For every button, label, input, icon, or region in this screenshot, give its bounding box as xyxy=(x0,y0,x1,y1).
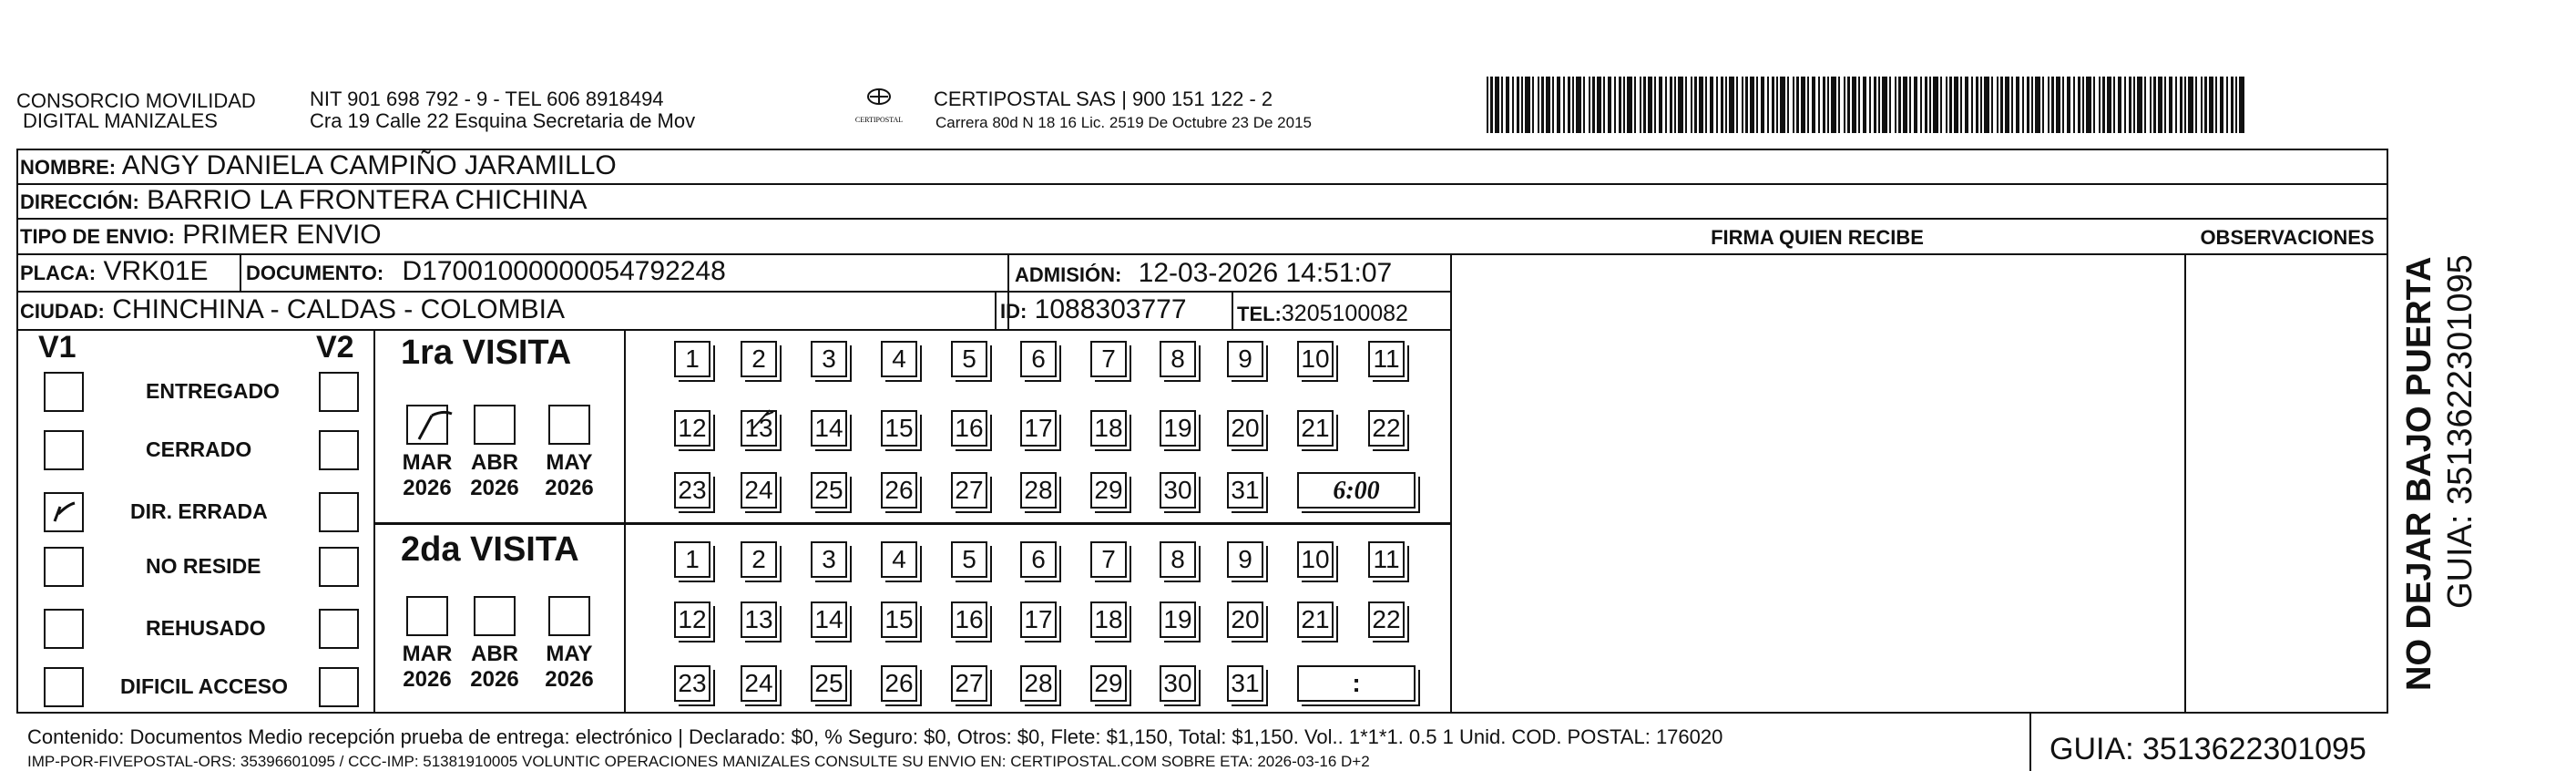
day-box[interactable]: 18 xyxy=(1090,410,1127,447)
day-box[interactable]: 8 xyxy=(1160,341,1196,377)
day-box[interactable]: 3 xyxy=(811,541,847,578)
tel-label: TEL: xyxy=(1237,303,1282,325)
admision-field xyxy=(1015,258,1392,291)
no-dejar-bajo-puerta: NO DEJAR BAJO PUERTA xyxy=(2400,256,2438,691)
day-box[interactable]: 24 xyxy=(741,472,777,509)
month-name: MAR xyxy=(402,450,453,475)
tipo-envio-value: PRIMER ENVIO xyxy=(182,220,382,250)
company-name-line2: DIGITAL MANIZALES xyxy=(23,109,218,132)
placa-field xyxy=(20,256,209,289)
time-value: : xyxy=(1352,669,1361,697)
day-box[interactable]: 13 xyxy=(741,410,777,447)
day-box[interactable]: 23 xyxy=(674,665,710,702)
row-divider xyxy=(16,291,1450,293)
documento-value: D17001000000054792248 xyxy=(402,256,726,286)
visit-divider xyxy=(375,522,1450,525)
v1-label: V1 xyxy=(38,330,77,365)
direccion-label: DIRECCIÓN: xyxy=(20,190,139,213)
day-box[interactable]: 15 xyxy=(881,601,917,638)
v2-checkbox[interactable] xyxy=(319,372,359,412)
day-box[interactable]: 20 xyxy=(1227,601,1263,638)
day-box[interactable]: 4 xyxy=(881,341,917,377)
day-mark-icon xyxy=(746,406,777,438)
visit1-title: 1ra VISITA xyxy=(401,334,572,372)
visit2-title: 2da VISITA xyxy=(401,530,579,569)
day-box[interactable]: 31 xyxy=(1227,472,1263,509)
row-divider xyxy=(16,329,1450,331)
tel-field xyxy=(1237,298,1408,330)
direccion-field xyxy=(20,185,588,218)
col-divider xyxy=(240,255,241,293)
day-box[interactable]: 28 xyxy=(1020,665,1057,702)
ciudad-field xyxy=(20,294,565,327)
month-name: ABR xyxy=(471,450,518,475)
day-box[interactable]: 5 xyxy=(951,341,987,377)
day-box[interactable]: 24 xyxy=(741,665,777,702)
day-box[interactable]: 11 xyxy=(1368,341,1405,377)
time-box[interactable] xyxy=(1297,665,1416,702)
day-box[interactable]: 2 xyxy=(741,541,777,578)
col-divider xyxy=(1450,253,1452,714)
day-box[interactable]: 16 xyxy=(951,410,987,447)
day-box[interactable]: 19 xyxy=(1160,410,1196,447)
day-box[interactable]: 27 xyxy=(951,472,987,509)
side-guia: GUIA: 3513622301095 xyxy=(2441,254,2479,609)
day-box[interactable]: 13 xyxy=(741,601,777,638)
barcode xyxy=(1485,73,2250,137)
direccion-value: BARRIO LA FRONTERA CHICHINA xyxy=(147,185,588,215)
day-box[interactable]: 10 xyxy=(1297,341,1334,377)
month-year: 2026 xyxy=(545,476,594,500)
tel-value: 3205100082 xyxy=(1281,301,1408,326)
day-box[interactable]: 28 xyxy=(1020,472,1057,509)
nombre-value: ANGY DANIELA CAMPIÑO JARAMILLO xyxy=(121,150,617,180)
v2-label: V2 xyxy=(316,330,354,365)
day-box[interactable]: 15 xyxy=(881,410,917,447)
status-label: NO RESIDE xyxy=(146,554,261,578)
month-year: 2026 xyxy=(470,476,519,500)
company-name-line1: CONSORCIO MOVILIDAD xyxy=(16,89,256,112)
month-checkbox[interactable] xyxy=(548,596,590,636)
day-box[interactable]: 7 xyxy=(1090,341,1127,377)
month-year: 2026 xyxy=(403,667,452,692)
time-value: 6:00 xyxy=(1333,477,1380,505)
v1-checkbox[interactable] xyxy=(44,492,84,532)
day-box[interactable]: 16 xyxy=(951,601,987,638)
status-label: CERRADO xyxy=(146,437,252,461)
v1-checkbox[interactable] xyxy=(44,547,84,587)
day-box[interactable]: 21 xyxy=(1297,601,1334,638)
v2-checkbox[interactable] xyxy=(319,492,359,532)
day-box[interactable]: 9 xyxy=(1227,341,1263,377)
col-divider xyxy=(1232,293,1233,329)
month-year: 2026 xyxy=(403,476,452,500)
day-box[interactable]: 14 xyxy=(811,410,847,447)
v2-checkbox[interactable] xyxy=(319,430,359,470)
nombre-field xyxy=(20,150,617,183)
month-checkbox[interactable] xyxy=(406,596,448,636)
day-box[interactable]: 19 xyxy=(1160,601,1196,638)
documento-label: DOCUMENTO: xyxy=(246,262,384,284)
v2-checkbox[interactable] xyxy=(319,547,359,587)
day-box[interactable]: 1 xyxy=(674,541,710,578)
status-label: DIFICIL ACCESO xyxy=(120,674,289,698)
footer-guia: GUIA: 3513622301095 xyxy=(2050,732,2366,766)
day-box[interactable]: 7 xyxy=(1090,541,1127,578)
v2-checkbox[interactable] xyxy=(319,609,359,649)
day-box[interactable]: 17 xyxy=(1020,601,1057,638)
col-divider xyxy=(2184,253,2186,714)
day-box[interactable]: 6 xyxy=(1020,541,1057,578)
col-divider xyxy=(995,293,997,329)
col-divider xyxy=(373,329,375,714)
admision-value: 12-03-2026 14:51:07 xyxy=(1138,258,1393,288)
day-box[interactable]: 17 xyxy=(1020,410,1057,447)
tipo-envio-label: TIPO DE ENVIO: xyxy=(20,225,175,248)
month-checkbox[interactable] xyxy=(474,405,516,445)
day-box[interactable]: 27 xyxy=(951,665,987,702)
day-box[interactable]: 29 xyxy=(1090,665,1127,702)
col-divider xyxy=(2029,714,2031,771)
tipo-envio-field xyxy=(20,220,382,252)
day-box[interactable]: 25 xyxy=(811,665,847,702)
day-box[interactable]: 26 xyxy=(881,665,917,702)
day-box[interactable]: 14 xyxy=(811,601,847,638)
certipostal-logo xyxy=(854,84,904,129)
day-box[interactable]: 3 xyxy=(811,341,847,377)
v1-checkbox[interactable] xyxy=(44,430,84,470)
day-box[interactable]: 18 xyxy=(1090,601,1127,638)
month-name: ABR xyxy=(471,642,518,666)
day-box[interactable]: 12 xyxy=(674,410,710,447)
id-label: ID: xyxy=(1000,300,1027,323)
day-box[interactable]: 8 xyxy=(1160,541,1196,578)
id-field xyxy=(1000,294,1187,327)
day-box[interactable]: 4 xyxy=(881,541,917,578)
time-box[interactable] xyxy=(1297,472,1416,509)
day-box[interactable]: 2 xyxy=(741,341,777,377)
v2-checkbox[interactable] xyxy=(319,667,359,707)
placa-label: PLACA: xyxy=(20,262,97,284)
day-box[interactable]: 31 xyxy=(1227,665,1263,702)
certipostal-address: Carrera 80d N 18 16 Lic. 2519 De Octubre 23 De 2015 xyxy=(935,114,1312,131)
month-checkbox[interactable] xyxy=(474,596,516,636)
month-year: 2026 xyxy=(545,667,594,692)
admision-label: ADMISIÓN: xyxy=(1015,263,1122,286)
day-box[interactable]: 25 xyxy=(811,472,847,509)
certipostal-logo-icon xyxy=(854,84,904,129)
status-label: REHUSADO xyxy=(146,616,266,640)
month-checkbox[interactable] xyxy=(406,405,448,445)
day-box[interactable]: 22 xyxy=(1368,601,1405,638)
nit-line: NIT 901 698 792 - 9 - TEL 606 8918494 xyxy=(310,87,664,110)
v1-checkbox[interactable] xyxy=(44,372,84,412)
certipostal-line: CERTIPOSTAL SAS | 900 151 122 - 2 xyxy=(934,87,1273,110)
month-checkbox[interactable] xyxy=(548,405,590,445)
observaciones-header: OBSERVACIONES xyxy=(2200,226,2375,249)
day-box[interactable]: 10 xyxy=(1297,541,1334,578)
col-divider xyxy=(624,329,626,714)
day-box[interactable]: 29 xyxy=(1090,472,1127,509)
row-divider xyxy=(16,253,2388,255)
day-box[interactable]: 1 xyxy=(674,341,710,377)
address-line: Cra 19 Calle 22 Esquina Secretaria de Mov xyxy=(310,109,696,132)
documento-field xyxy=(246,256,726,289)
v1-checkbox[interactable] xyxy=(44,667,84,707)
firma-header: FIRMA QUIEN RECIBE xyxy=(1711,226,1924,249)
month-name: MAR xyxy=(402,642,453,666)
logo-text: CERTIPOSTAL xyxy=(854,116,904,124)
day-box[interactable]: 21 xyxy=(1297,410,1334,447)
day-box[interactable]: 5 xyxy=(951,541,987,578)
day-box[interactable]: 22 xyxy=(1368,410,1405,447)
day-box[interactable]: 20 xyxy=(1227,410,1263,447)
day-box[interactable]: 26 xyxy=(881,472,917,509)
nombre-label: NOMBRE: xyxy=(20,156,117,179)
status-label: DIR. ERRADA xyxy=(130,499,268,523)
check-mark-icon xyxy=(46,494,82,530)
check-mark-icon xyxy=(408,406,463,447)
ciudad-label: CIUDAD: xyxy=(20,300,105,323)
footer-contenido: Contenido: Documentos Medio recepción prueba de entrega: electrónico | Declarado: $0, % Seguro: $0, Otros: $0, Flete: $1,150, Total: $1,150. Vol.. 1*1*1. 0.5 1 Unid. COD. POSTAL: 176020 xyxy=(27,725,1723,748)
day-box[interactable]: 9 xyxy=(1227,541,1263,578)
month-year: 2026 xyxy=(470,667,519,692)
day-box[interactable]: 12 xyxy=(674,601,710,638)
day-box[interactable]: 30 xyxy=(1160,665,1196,702)
barcode-image xyxy=(1485,73,2250,137)
ciudad-value: CHINCHINA - CALDAS - COLOMBIA xyxy=(112,294,565,324)
v1-checkbox[interactable] xyxy=(44,609,84,649)
day-box[interactable]: 23 xyxy=(674,472,710,509)
month-name: MAY xyxy=(546,642,593,666)
placa-value: VRK01E xyxy=(103,256,209,286)
id-value: 1088303777 xyxy=(1034,294,1187,324)
day-box[interactable]: 11 xyxy=(1368,541,1405,578)
day-box[interactable]: 30 xyxy=(1160,472,1196,509)
month-name: MAY xyxy=(546,450,593,475)
day-box[interactable]: 6 xyxy=(1020,341,1057,377)
status-label: ENTREGADO xyxy=(146,379,280,403)
footer-second-line: IMP-POR-FIVEPOSTAL-ORS: 35396601095 / CCC-IMP: 51381910005 VOLUNTIC OPERACIONES MANIZALES CONSULTE SU ENVIO EN: CERTIPOSTAL.COM SOBRE ETA: 2026-03-16 D+2 xyxy=(27,753,1370,770)
